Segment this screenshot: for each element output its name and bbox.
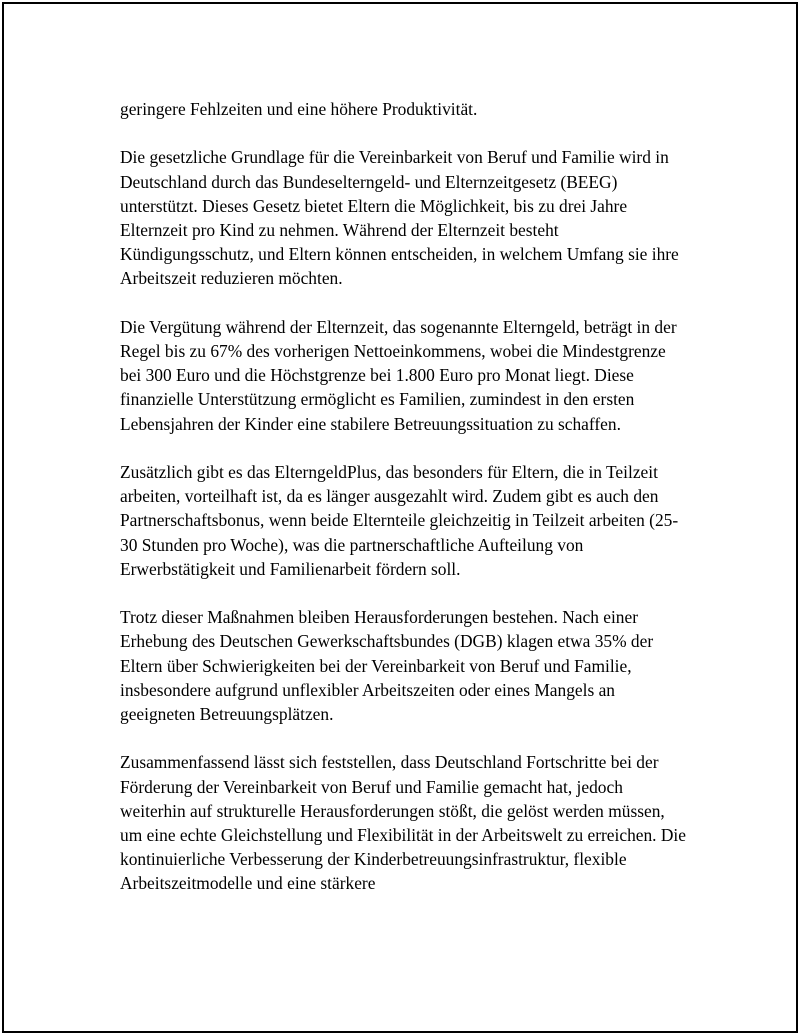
paragraph-2: Die gesetzliche Grundlage für die Vereinbarkeit von Beruf und Familie wird in Deutschland durch das Bundeselterngeld- und Elternzeitgesetz (BEEG) unterstützt. Dieses Gesetz bietet Eltern die Möglichkeit, bis zu drei Jahre Elternzeit pro Kind zu nehmen. Während der Elternzeit besteht Kündigungsschutz, und Eltern können entscheiden, in welchem Umfang sie ihre Arbeitszeit reduzieren möchten. bbox=[120, 147, 679, 289]
page-frame bbox=[2, 2, 798, 1033]
paragraph-5: Trotz dieser Maßnahmen bleiben Herausforderungen bestehen. Nach einer Erhebung des Deutschen Gewerkschaftsbundes (DGB) klagen etwa 35% der Eltern über Schwierigkeiten bei der Vereinbarkeit von Beruf und Familie, insbesondere aufgrund unflexibler Arbeitszeiten oder eines Mangels an geeigneten Betreuungsplätzen. bbox=[120, 607, 654, 725]
paragraph-4: Zusätzlich gibt es das ElterngeldPlus, das besonders für Eltern, die in Teilzeit arbeiten, vorteilhaft ist, da es länger ausgezahlt wird. Zudem gibt es auch den Partnerschaftsbonus, wenn beide Elternteile gleichzeitig in Teilzeit arbeiten (25-30 Stunden pro Woche), was die partnerschaftliche Aufteilung von Erwerbstätigkeit und Familienarbeit fördern soll. bbox=[120, 462, 679, 579]
paragraph-6: Zusammenfassend lässt sich feststellen, dass Deutschland Fortschritte bei der Förderung der Vereinbarkeit von Beruf und Familie gemacht hat, jedoch weiterhin auf strukturelle Herausforderungen stößt, die gelöst werden müssen, um eine echte Gleichstellung und Flexibilität in der Arbeitswelt zu erreichen. Die kontinuierliche Verbesserung der Kinderbetreuungsinfrastruktur, flexible Arbeitszeitmodelle und eine stärkere bbox=[120, 752, 686, 894]
paragraph-3: Die Vergütung während der Elternzeit, das sogenannte Elterngeld, beträgt in der Regel bis zu 67% des vorherigen Nettoeinkommens, wobei die Mindestgrenze bei 300 Euro und die Höchstgrenze bei 1.800 Euro pro Monat liegt. Diese finanzielle Unterstützung ermöglicht es Familien, zumindest in den ersten Lebensjahren der Kinder eine stabilere Betreuungssituation zu schaffen. bbox=[120, 316, 677, 434]
paragraph-1: geringere Fehlzeiten und eine höhere Produktivität. bbox=[120, 99, 478, 119]
document-body bbox=[120, 97, 690, 896]
